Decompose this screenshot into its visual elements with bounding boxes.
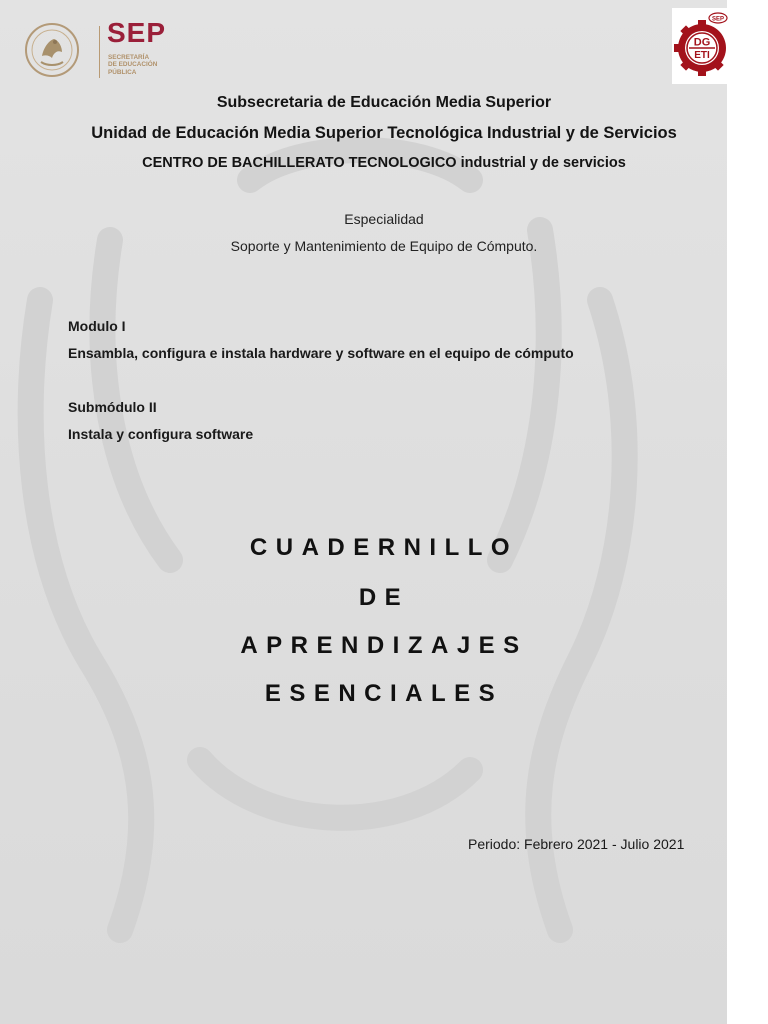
main-title-line: ESENCIALES [264,680,504,707]
sep-subtitle-line: PÚBLICA [108,68,137,76]
module-title: Modulo I [68,318,126,334]
dgeti-badge-text: SEP [711,16,725,23]
submodule-title: Submódulo II [68,399,157,415]
sep-logo [22,16,167,84]
dgeti-gear-icon [672,8,728,84]
sep-subtitle-line: DE EDUCACIÓN [108,61,158,69]
logo-divider [99,26,100,78]
specialty-value: Soporte y Mantenimiento de Equipo de Cómputo. [230,238,538,254]
main-title-line: APRENDIZAJES [240,632,528,659]
dgeti-top-text: DG [693,36,711,49]
sep-wordmark: SEP [107,17,167,48]
main-title-line: DE [358,584,410,611]
subsecretaria-heading: Subsecretaria de Educación Media Superior [216,94,552,111]
specialty-label: Especialidad [344,211,424,227]
dgeti-logo [672,8,728,84]
main-title-line: CUADERNILLO [249,534,519,561]
centro-heading: CENTRO DE BACHILLERATO TECNOLOGICO industrial y de servicios [142,155,626,171]
module-description: Ensambla, configura e instala hardware y software en el equipo de cómputo [68,345,574,361]
unidad-heading: Unidad de Educación Media Superior Tecnológica Industrial y de Servicios [91,124,677,142]
sep-subtitle-line: SECRETARÍA [108,54,150,61]
submodule-description: Instala y configura software [68,426,254,442]
dgeti-bottom-text: ETI [694,50,710,61]
page-margin [727,0,768,1024]
sep-subtitle [108,54,178,76]
period-text: Periodo: Febrero 2021 - Julio 2021 [468,836,685,852]
national-seal-icon [24,22,80,78]
